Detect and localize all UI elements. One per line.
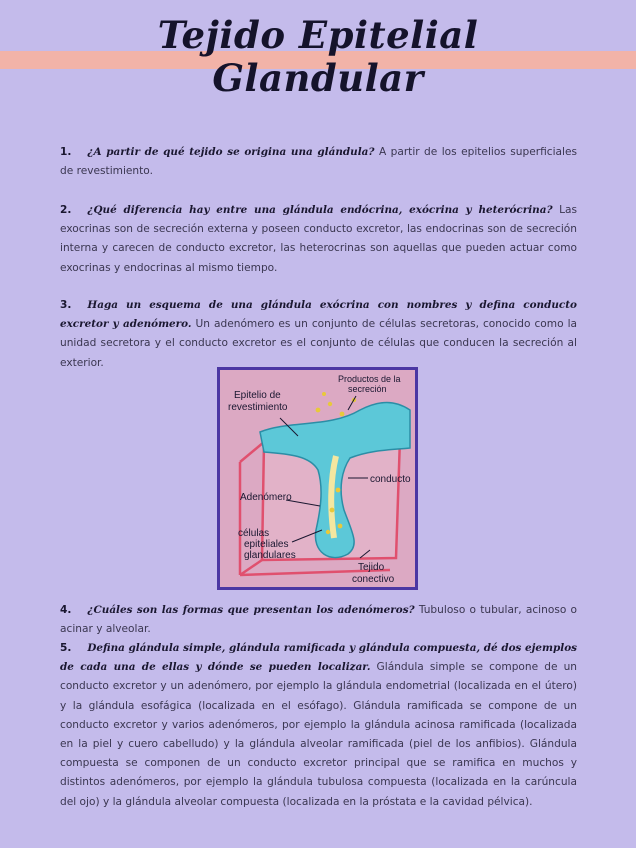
question-4	[60, 601, 577, 639]
answer-text: Tubuloso o tubular, acinoso o acinar y alveolar.	[60, 604, 578, 636]
question-3	[60, 296, 577, 373]
title-line-1: Tejido Epitelial	[157, 13, 479, 57]
label-cells-1: células	[238, 528, 270, 539]
question-number: 2.	[60, 204, 72, 216]
question-text: Haga un esquema de una glándula exócrina con nombres y defina conducto excretor y adenómero.	[60, 299, 577, 331]
question-number: 1.	[60, 146, 72, 158]
question-text: ¿Cuáles son las formas que presentan los adenómeros?	[87, 604, 415, 616]
label-adenomere: Adenómero	[240, 492, 292, 503]
question-number: 5.	[60, 642, 72, 654]
label-cells-3: glandulares	[244, 550, 296, 561]
answer-text: Las exocrinas son de secreción externa y poseen conducto excretor, las endocrinas son de secreción interna y carecen de conducto excretor, las heterocrinas son aquellas que pueden actuar como exocrinas y endocrinas al mismo tiempo.	[60, 204, 577, 274]
label-tissue-2: conectivo	[352, 574, 395, 585]
answer-text: Glándula simple se compone de un conducto excretor y un adenómero, por ejemplo la glándula endometrial (localizada en el útero) y la glándula esofágica (localizada en el esófago). Glándula ramificada se compone de un conducto excretor y varios adenómeros, por ejemplo la glándula acinosa ramificada (localizada en la piel y cuero cabelludo) y la glándula alveolar ramificada (piel de los anfibios). Glándula compuesta se componen de un conducto excretor principal que se ramifica en muchos y distintos adenómeros, por ejemplo la glándula tubulosa compuesta (localizada en la carúncula del ojo) y la glándula alveolar compuesta (localizada en la próstata e la cavidad pélvica).	[60, 661, 577, 808]
label-epithelium-1: Epitelio de	[234, 390, 281, 401]
label-duct: conducto	[370, 474, 411, 485]
answer-text: A partir de los epitelios superficiales de revestimiento.	[60, 146, 577, 178]
question-number: 3.	[60, 299, 72, 311]
label-cells-2: epiteliales	[244, 539, 289, 550]
question-2	[60, 201, 577, 278]
title-line-2: Glandular	[212, 56, 424, 100]
question-1	[60, 143, 577, 181]
label-products-2: secreción	[348, 384, 387, 394]
question-text: ¿A partir de qué tejido se origina una glándula?	[87, 146, 375, 158]
exocrine-gland-diagram	[217, 367, 418, 590]
page-title	[0, 14, 636, 100]
label-epithelium-2: revestimiento	[228, 402, 288, 413]
question-5	[60, 639, 577, 812]
question-number: 4.	[60, 604, 72, 616]
question-text: Defina glándula simple, glándula ramificada y glándula compuesta, dé dos ejemplos de cada una de ellas y dónde se pueden localizar.	[60, 642, 577, 674]
question-text: ¿Qué diferencia hay entre una glándula endócrina, exócrina y heterócrina?	[87, 204, 553, 216]
answer-text: Un adenómero es un conjunto de células secretoras, conocido como la unidad secretora y el conducto excretor es el conjunto de células que conducen la secreción al exterior.	[60, 318, 578, 369]
label-tissue-1: Tejido	[358, 562, 385, 573]
label-products-1: Productos de la	[338, 374, 401, 384]
gland-drawing	[220, 370, 415, 587]
